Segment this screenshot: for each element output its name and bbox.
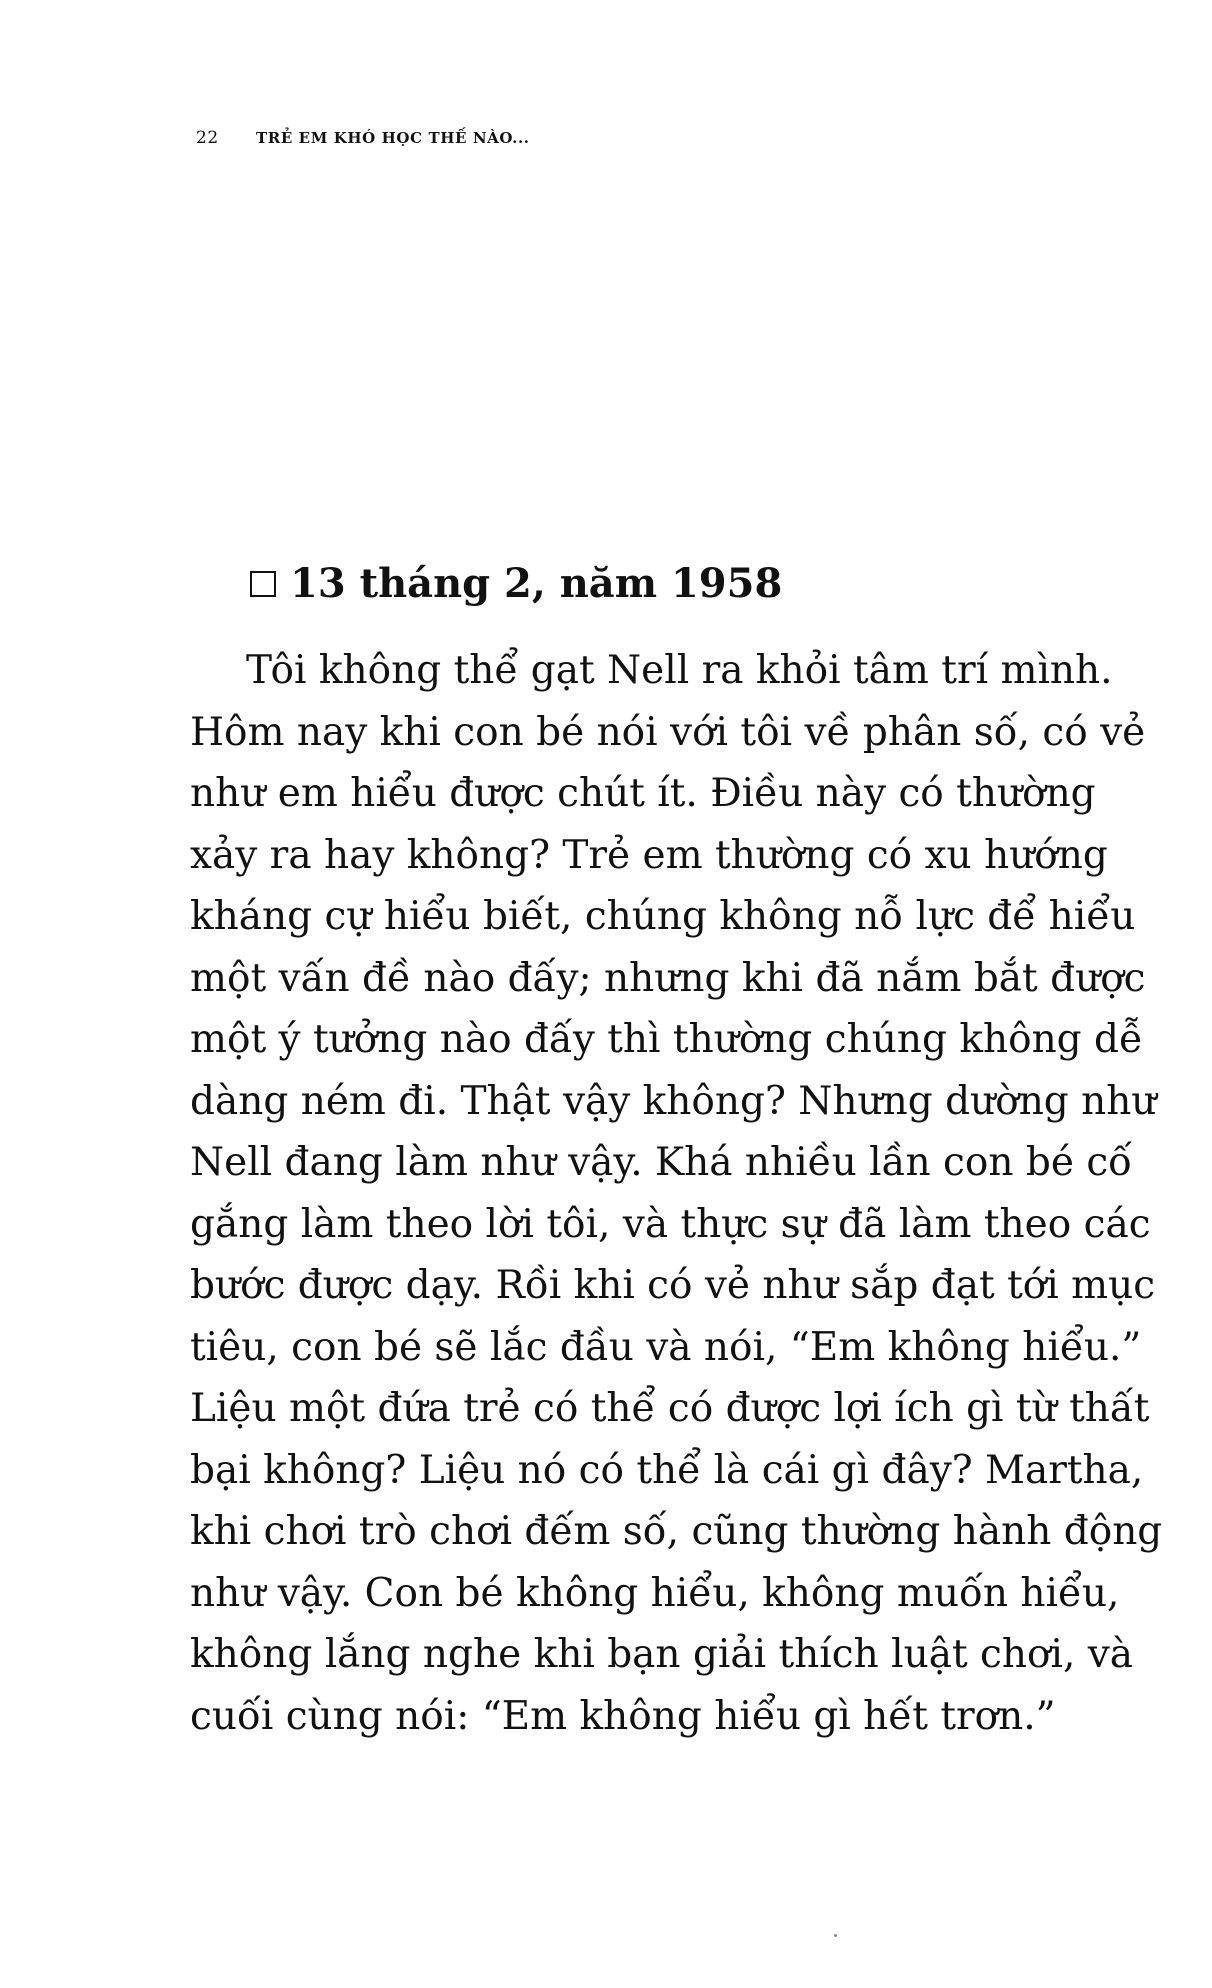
- paragraph-line: một vấn đề nào đấy; nhưng khi đã nắm bắt được: [190, 955, 1146, 1001]
- paragraph-line: gắng làm theo lời tôi, và thực sự đã làm theo các: [190, 1201, 1151, 1247]
- paragraph-line: khi chơi trò chơi đếm số, cũng thường hành động: [190, 1509, 1163, 1554]
- checkbox-icon: [250, 571, 276, 597]
- paragraph-line: như vậy. Con bé không hiểu, không muốn hiểu,: [190, 1570, 1120, 1616]
- book-title: TRẺ EM KHÓ HỌC THẾ NÀO...: [256, 129, 530, 147]
- paragraph-line: bại không? Liệu nó có thể là cái gì đây? Martha,: [190, 1447, 1144, 1493]
- paragraph-line: một ý tưởng nào đấy thì thường chúng không dễ: [190, 1017, 1144, 1062]
- entry-date: 13 tháng 2, năm 1958: [290, 560, 783, 607]
- paragraph-line: Liệu một đứa trẻ có thể có được lợi ích gì từ thất: [190, 1386, 1150, 1431]
- paragraph-line: kháng cự hiểu biết, chúng không nỗ lực để hiểu: [190, 894, 1136, 939]
- paragraph-line: dàng ném đi. Thật vậy không? Nhưng dường như: [190, 1078, 1157, 1124]
- paragraph-line: Nell đang làm như vậy. Khá nhiều lần con bé cố: [190, 1140, 1133, 1185]
- paragraph-line: không lắng nghe khi bạn giải thích luật chơi, và: [190, 1632, 1134, 1677]
- diary-entry-heading: [250, 560, 782, 607]
- paragraph-line: cuối cùng nói: “Em không hiểu gì hết trơn.”: [190, 1693, 1056, 1739]
- running-header: [196, 128, 530, 148]
- paragraph-line: bước được dạy. Rồi khi có vẻ như sắp đạt tới mục: [190, 1263, 1156, 1308]
- diary-paragraph: [190, 640, 1163, 1747]
- paragraph-line: Hôm nay khi con bé nói với tôi về phân số, có vẻ: [190, 709, 1146, 755]
- page-number: 22: [196, 128, 219, 148]
- paragraph-line: xảy ra hay không? Trẻ em thường có xu hướng: [190, 832, 1108, 878]
- paragraph-line: tiêu, con bé sẽ lắc đầu và nói, “Em không hiểu.”: [190, 1324, 1142, 1370]
- paragraph-line: Tôi không thể gạt Nell ra khỏi tâm trí mình.: [246, 648, 1113, 693]
- page-speck: [834, 1934, 837, 1937]
- paragraph-line: như em hiểu được chút ít. Điều này có thường: [190, 771, 1096, 816]
